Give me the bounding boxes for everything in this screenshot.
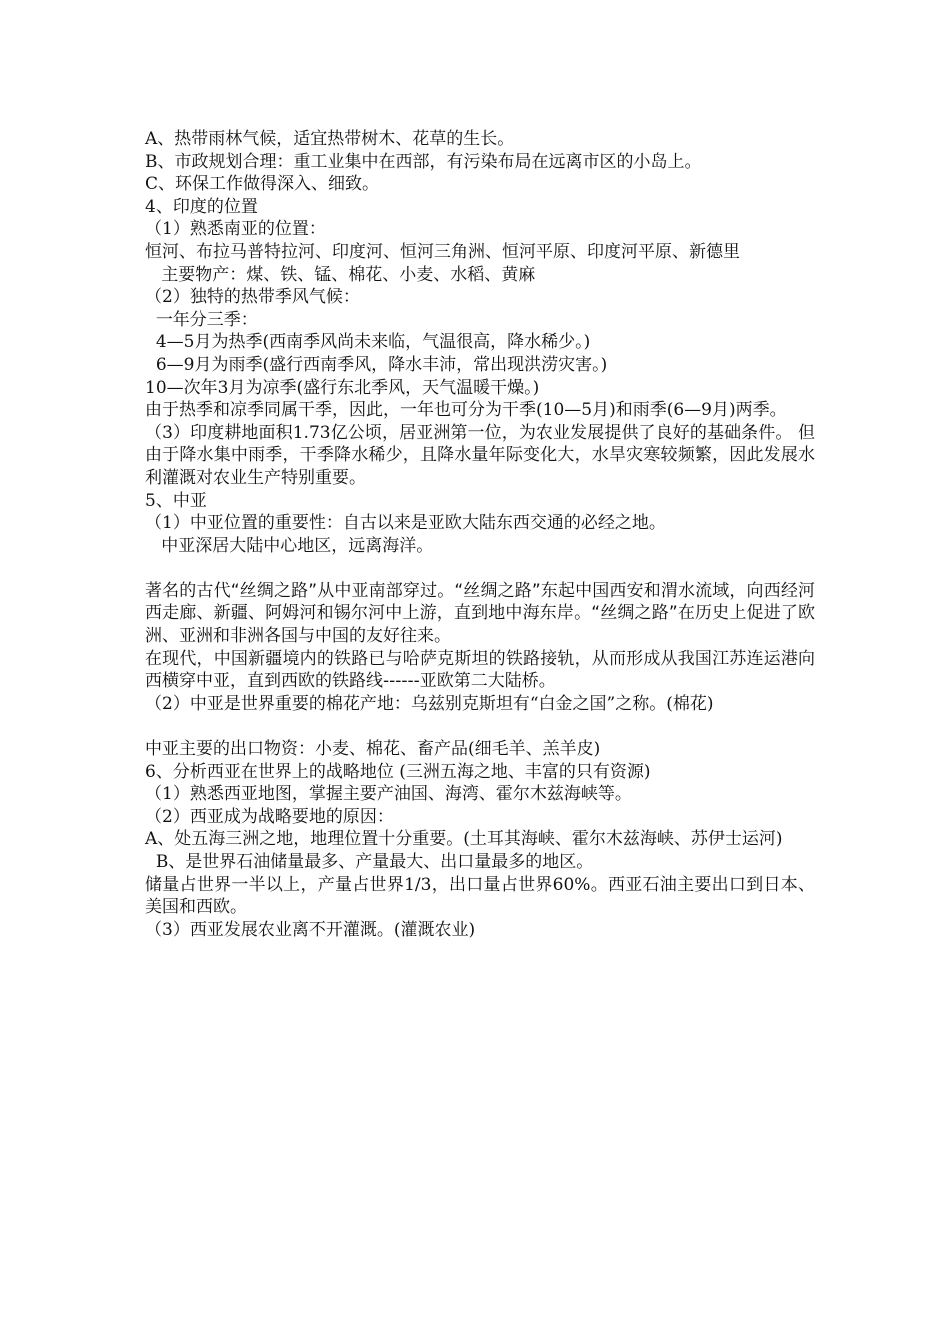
text-line: 中亚深居大陆中心地区，远离海洋。 [145, 535, 434, 556]
text-line: （3）西亚发展农业离不开灌溉。(灌溉农业) [145, 919, 476, 940]
text-line: 4—5月为热季(西南季风尚未来临，气温很高，降水稀少。) [145, 332, 591, 353]
text-paragraph: 在现代，中国新疆境内的铁路已与哈萨克斯坦的铁路接轨，从而形成从我国江苏连运港向西横穿中亚，直到西欧的铁路线------亚欧第二大陆桥。 [145, 648, 815, 692]
text-line: （1）中亚位置的重要性：自古以来是亚欧大陆东西交通的必经之地。 [145, 513, 666, 534]
text-line: （1）熟悉南亚的位置： [145, 219, 326, 240]
text-line: 中亚主要的出口物资：小麦、棉花、畜产品(细毛羊、羔羊皮) [145, 739, 601, 760]
text-paragraph: 恒河、布拉马普特拉河、印度河、恒河三角洲、恒河平原、印度河平原、新德里 [145, 241, 740, 262]
text-line: C、环保工作做得深入、细致。 [145, 174, 380, 195]
text-line: 6—9月为雨季(盛行西南季风，降水丰沛，常出现洪涝灾害。) [145, 354, 608, 375]
text-line: （1）熟悉西亚地图，掌握主要产油国、海湾、霍尔木兹海峡等。 [145, 784, 632, 805]
section-heading: 5、中亚 [145, 490, 207, 511]
section-heading: 4、印度的位置 [145, 196, 258, 217]
blank-line [145, 715, 815, 738]
text-paragraph: 由于热季和凉季同属干季，因此，一年也可分为干季(10—5月)和雨季(6—9月)两季。 [145, 400, 787, 421]
text-paragraph: 著名的古代“丝绸之路”从中亚南部穿过。“丝绸之路”东起中国西安和渭水流域，向西经河西走廊、新疆、阿姆河和锡尔河中上游，直到地中海东岸。“丝绸之路”在历史上促进了欧洲、亚洲和非洲各国与中国的友好往来。 [145, 580, 815, 647]
text-line: A、热带雨林气候，适宜热带树木、花草的生长。 [145, 129, 515, 149]
document-body [145, 128, 815, 941]
text-line: B、是世界石油储量最多、产量最大、出口量最多的地区。 [145, 852, 594, 872]
section-heading: 6、分析西亚在世界上的战略地位 (三洲五海之地、丰富的只有资源) [145, 761, 651, 782]
blank-line [145, 557, 815, 580]
text-line: （2）中亚是世界重要的棉花产地：乌兹别克斯坦有“白金之国”之称。(棉花) [145, 693, 714, 714]
text-line: （2）独特的热带季风气候： [145, 287, 360, 308]
text-paragraph: （3）印度耕地面积1.73亿公顷，居亚洲第一位，为农业发展提供了良好的基础条件。 但由于降水集中雨季，干季降水稀少，且降水量年际变化大，水旱灾寒较频繁，因此发展水利灌溉对农业生产特别重要。 [145, 422, 815, 488]
text-line: 主要物产：煤、铁、锰、棉花、小麦、水稻、黄麻 [145, 264, 536, 285]
text-line: 10—次年3月为凉季(盛行东北季风，天气温暖干燥。) [145, 377, 540, 398]
text-line: 一年分三季： [145, 309, 258, 330]
text-line: （2）西亚成为战略要地的原因： [145, 806, 394, 827]
text-paragraph: 储量占世界一半以上，产量占世界1/3，出口量占世界60%。西亚石油主要出口到日本、美国和西欧。 [145, 874, 815, 918]
text-line: B、市政规划合理：重工业集中在西部，有污染布局在远离市区的小岛上。 [145, 151, 702, 172]
text-paragraph: A、处五海三洲之地，地理位置十分重要。(土耳其海峡、霍尔木兹海峡、苏伊士运河) [145, 829, 783, 850]
